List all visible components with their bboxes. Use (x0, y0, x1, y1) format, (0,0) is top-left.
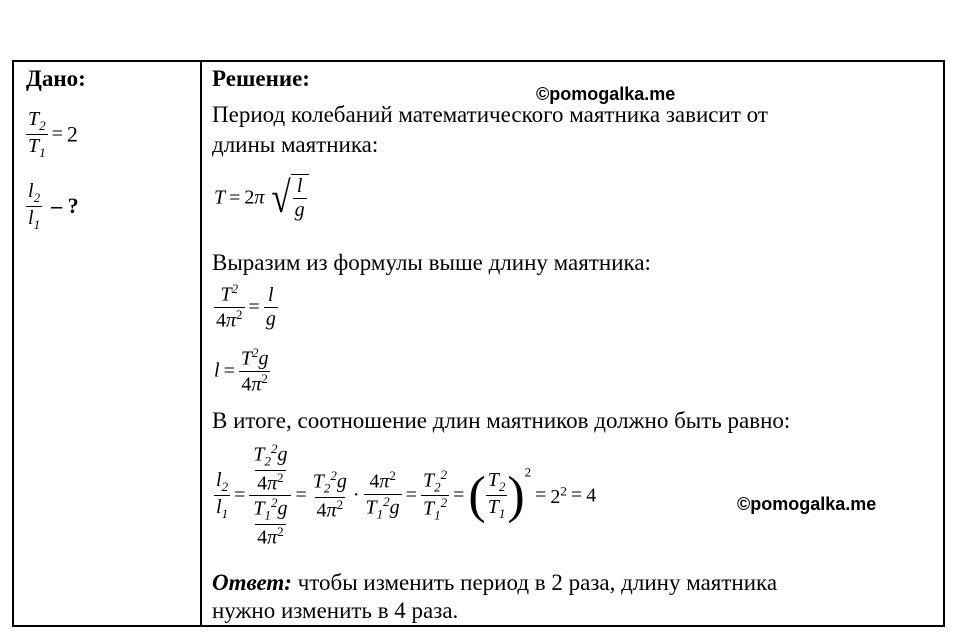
given-period-ratio: $\frac{T_2}{T_1}$ = 2 (28, 108, 78, 160)
formula-length: l = $\frac{T^2g}{4\pi^2}$ (214, 345, 269, 396)
formula-ratio: $\frac{T^2}{4\pi^2}$ = $\frac{l}{g}$ (216, 281, 276, 332)
given-heading: Дано: (26, 66, 86, 91)
answer-line-2: нужно изменить в 4 раза. (212, 598, 459, 623)
solution-line-4: В итоге, соотношение длин маятников должно быть равно: (212, 408, 791, 433)
answer-label: Ответ: (212, 570, 292, 595)
given-length-ratio: $\frac{l_2}{l_1}$ – ? (28, 180, 79, 232)
formula-period: T = 2π √ $\frac{l}{g}$ (214, 174, 309, 222)
given-ratio-value: 2 (66, 121, 78, 147)
solution-heading: Решение: (212, 66, 310, 91)
answer-text-1: чтобы изменить период в 2 раза, длину маятника (291, 570, 778, 595)
answer-line-1 (212, 568, 777, 598)
watermark-bottom: ©pomogalka.me (737, 494, 877, 514)
solution-line-1: Период колебаний математического маятника зависит от (212, 102, 768, 127)
given-question: – ? (51, 193, 79, 219)
solution-line-2: длины маятника: (212, 132, 379, 157)
column-divider (200, 62, 202, 625)
watermark-top: ©pomogalka.me (536, 84, 676, 104)
formula-final: $\frac{l_2}{l_1}$ = $\frac{\frac{T_2^2g}{4\pi^2}}{\frac{T_1^2g}{4\pi^2}}$ = $\frac{T_2^2g}{4\pi^2}$ · $\frac{4\pi^2}{T_1^2g}$ = $\frac{T_2^2}{T_1^2}$ =( $\frac{T_2}{T_1}$ )$^2= 2^2 = 4$ (216, 441, 597, 549)
solution-line-3: Выразим из формулы выше длину маятника: (212, 250, 651, 275)
solution-table (12, 60, 945, 627)
